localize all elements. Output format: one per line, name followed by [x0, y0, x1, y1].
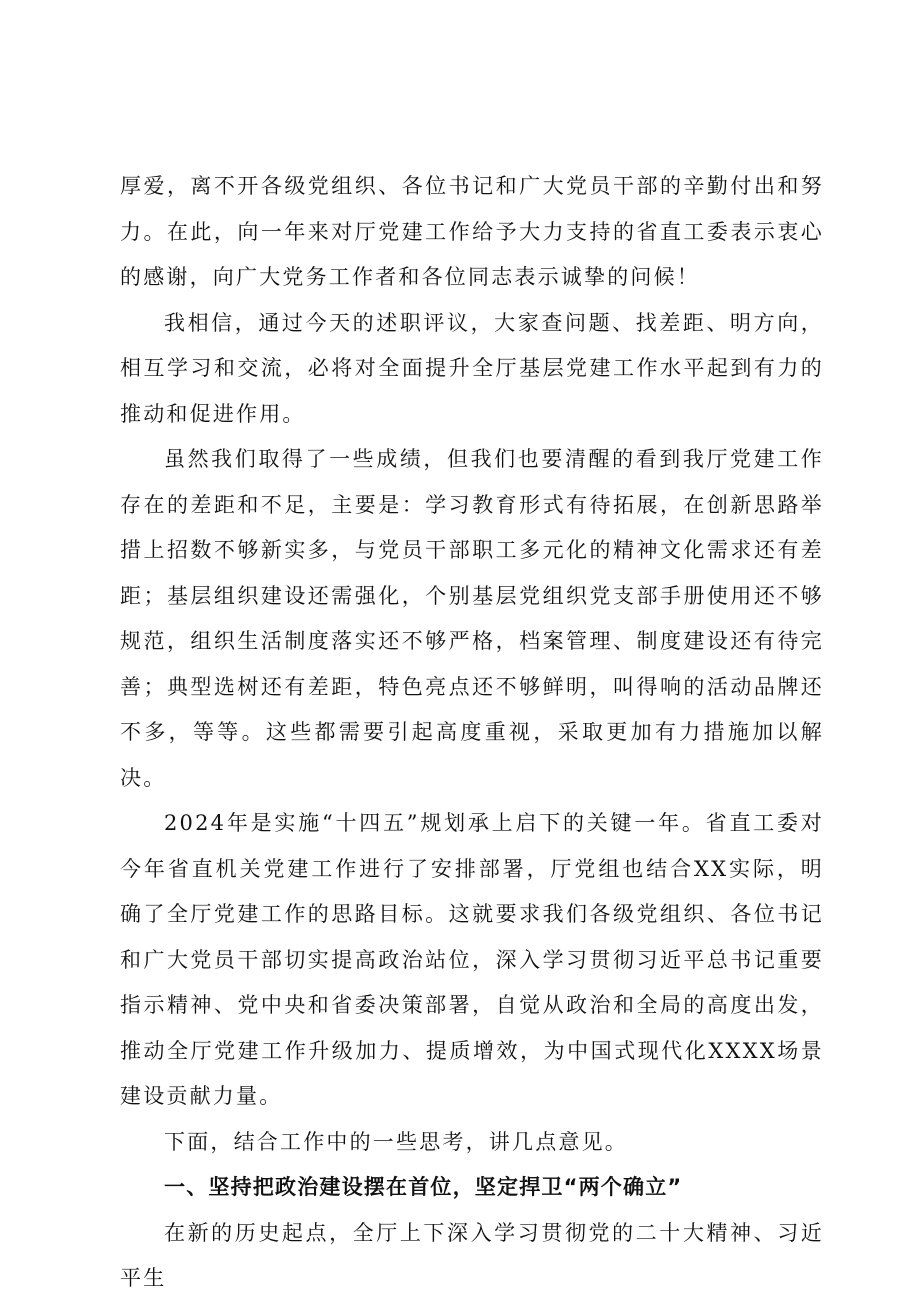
paragraph-new-starting-point: 在新的历史起点，全厅上下深入学习贯彻党的二十大精神、习近平生 — [120, 1220, 824, 1290]
paragraph-shortcomings: 虽然我们取得了一些成绩，但我们也要清醒的看到我厅党建工作存在的差距和不足，主要是：学习教育形式有待拓展，在创新思路举措上招数不够新实多，与党员干部职工多元化的精神文化需求还有差距；基层组织建设还需强化，个别基层党组织党支部手册使用还不够规范，组织生活制度落实还不够严格，档案管理、制度建设还有待完善；典型选树还有差距，特色亮点还不够鲜明，叫得响的活动品牌还不多，等等。这些都需要引起高度重视，采取更加有力措施加以解决。 — [120, 447, 824, 790]
paragraph-gratitude: 厚爱，离不开各级党组织、各位书记和广大党员干部的辛勤付出和努力。在此，向一年来对厅党建工作给予大力支持的省直工委表示衷心的感谢，向广大党务工作者和各位同志表示诚挚的问候！ — [120, 174, 824, 289]
paragraph-confidence: 我相信，通过今天的述职评议，大家查问题、找差距、明方向，相互学习和交流，必将对全面提升全厅基层党建工作水平起到有力的推动和促进作用。 — [120, 310, 824, 426]
document-body — [120, 164, 824, 1302]
paragraph-opinions-intro: 下面，结合工作中的一些思考，讲几点意见。 — [164, 1129, 628, 1154]
section-heading-1: 一、坚持把政治建设摆在首位，坚定捍卫“两个确立” — [164, 1175, 683, 1199]
paragraph-2024-plan: 2024年是实施“十四五”规划承上启下的关键一年。省直工委对今年省直机关党建工作进行了安排部署，厅党组也结合XX实际，明确了全厅党建工作的思路目标。这就要求我们各级党组织、各位书记和广大党员干部切实提高政治站位，深入学习贯彻习近平总书记重要指示精神、党中央和省委决策部署，自觉从政治和全局的高度出发，推动全厅党建工作升级加力、提质增效，为中国式现代化XXXX场景建设贡献力量。 — [120, 811, 824, 1108]
